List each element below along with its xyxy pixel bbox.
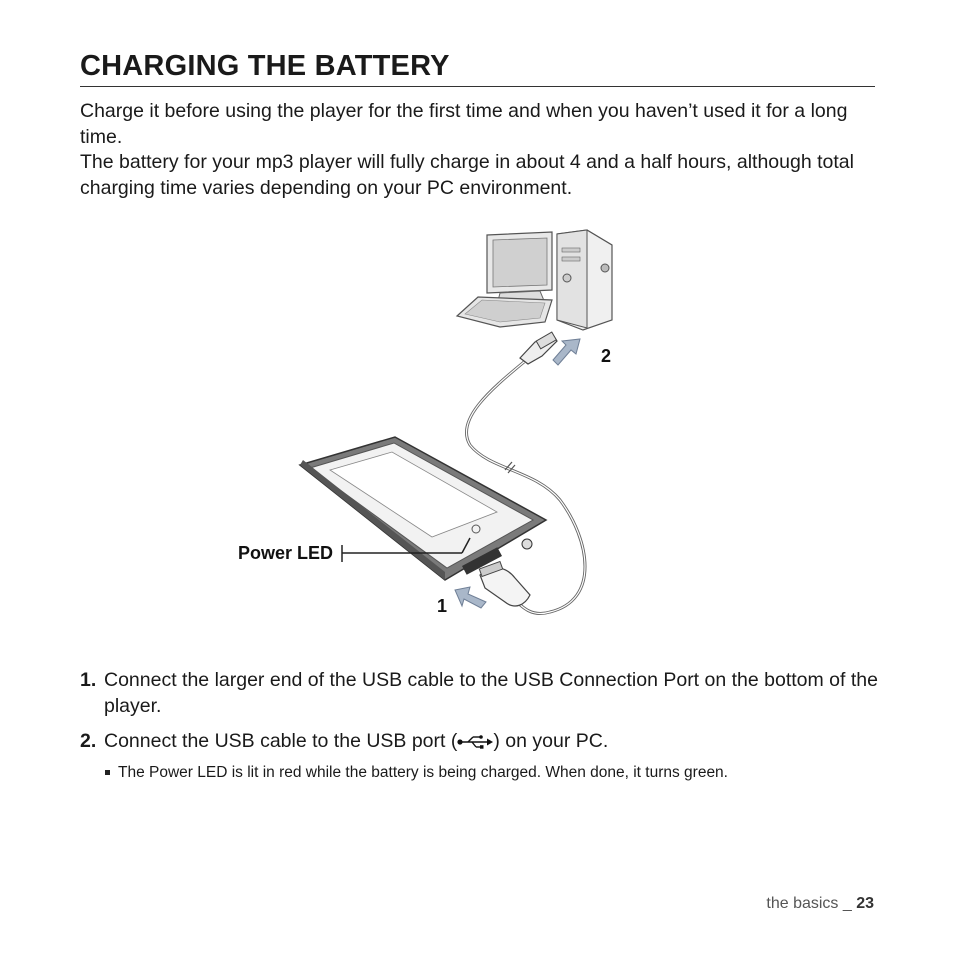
page-number: 23 <box>856 895 874 912</box>
page-footer <box>766 895 874 913</box>
step-1 <box>80 668 880 719</box>
charging-illustration <box>200 225 660 635</box>
arrow-1 <box>455 587 486 608</box>
step-number: 2. <box>80 730 97 752</box>
callout-2: 2 <box>601 346 612 366</box>
steps-list <box>80 668 880 784</box>
usb-plug-pc <box>520 332 557 364</box>
callout-1: 1 <box>437 596 448 616</box>
step-number: 1. <box>80 669 97 691</box>
arrow-2 <box>553 339 580 365</box>
intro-text <box>80 99 880 201</box>
mp3-player <box>300 437 546 580</box>
power-led-label: Power LED <box>237 543 333 563</box>
usb-plug-player <box>479 561 530 605</box>
intro-paragraph-2: The battery for your mp3 player will fully charge in about 4 and a half hours, although total charging time varies depending on your PC environment. <box>80 151 854 199</box>
title-rule <box>80 86 875 87</box>
note <box>80 761 880 784</box>
footer-section: the basics _ <box>766 895 857 912</box>
step-text-before: Connect the USB cable to the USB port ( <box>104 730 458 752</box>
page-title: CHARGING THE BATTERY <box>80 50 450 82</box>
step-text-after: ) on your PC. <box>493 730 609 752</box>
step-2 <box>80 729 880 755</box>
note-text: The Power LED is lit in red while the battery is being charged. When done, it turns green. <box>118 763 728 781</box>
usb-icon <box>457 735 493 749</box>
step-text: Connect the larger end of the USB cable to the USB Connection Port on the bottom of the player. <box>104 669 878 717</box>
intro-paragraph-1: Charge it before using the player for the first time and when you haven’t used it for a long time. <box>80 100 848 148</box>
pc-tower <box>557 230 612 330</box>
bullet-square-icon <box>105 770 110 775</box>
pc-monitor <box>487 232 552 305</box>
pc-keyboard <box>457 297 552 327</box>
